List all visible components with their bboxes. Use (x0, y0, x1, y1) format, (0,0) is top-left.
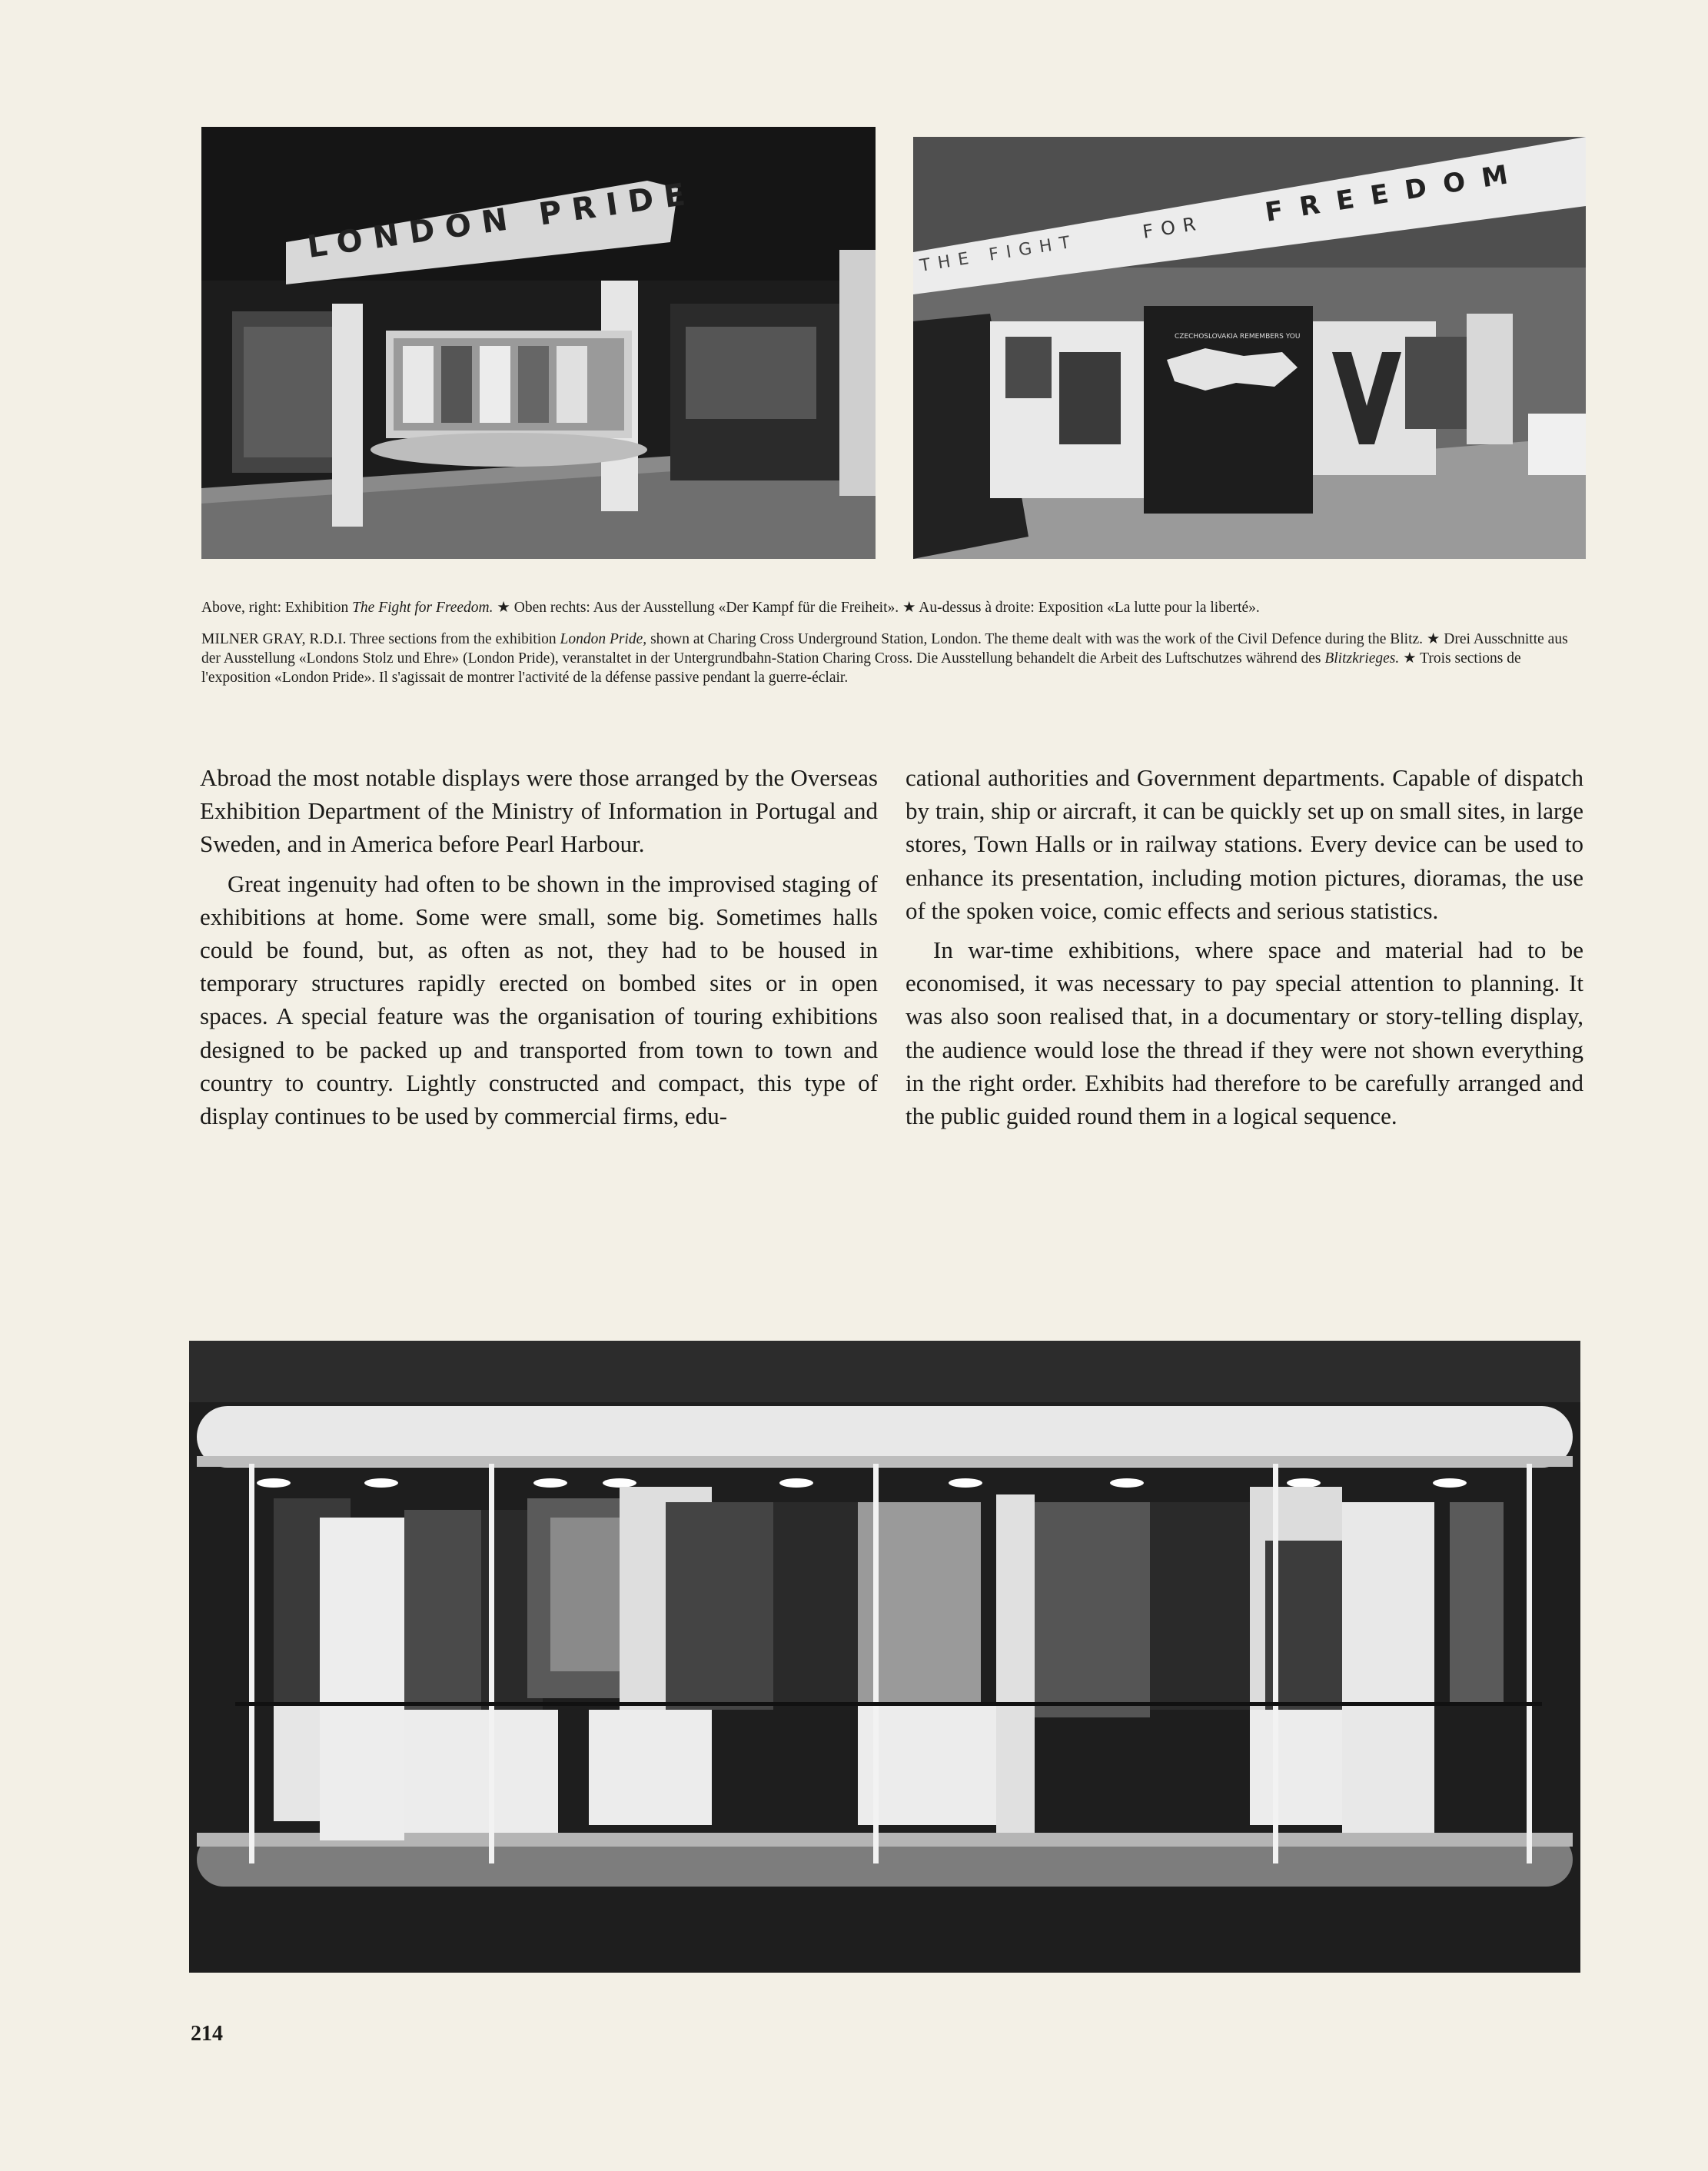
caption-above-translations: ★ Oben rechts: Aus der Ausstellung «Der Kampf für die Freiheit». ★ Au-dessus à droite: Exposition «La lutte pour la liberté». (493, 600, 1260, 616)
caption-main-title: London Pride, (560, 631, 647, 647)
caption-main-french: ★ Trois sections de l'exposition «London Pride». Il s'agissait de montrer l'activité de la défense passive pendant la guerre-éclair. (201, 650, 1521, 686)
caption-main-body: shown at Charing Cross Underground Station, London. The theme dealt with was the work of the Civil Defence during the Blitz. ★ Drei Ausschnitte aus der Ausstellung «Londons Stolz und Ehre» (London Pride), veranstaltet in der Untergrundbahn-Station Charing Cross. Die Ausstellung behandelt die Arbeit des Luftschutzes während des (201, 631, 1568, 667)
caption-main-prefix: MILNER GRAY, R.D.I. Three sections from the exhibition (201, 631, 560, 647)
caption-above-right (201, 598, 1585, 617)
caption-main-blitz: Blitzkrieges. (1324, 650, 1400, 667)
caption-main (201, 630, 1585, 687)
fight-sign-right: FREEDOM (1263, 157, 1527, 228)
london-pride-photo (201, 127, 876, 559)
body-paragraph: Abroad the most notable displays were those arranged by the Overseas Exhibition Department of the Ministry of Information in Portugal and Sweden, and in America before Pearl Harbour. (200, 764, 878, 858)
map-label: CZECHOSLOVAKIA REMEMBERS YOU (1175, 333, 1301, 341)
page-number: 214 (191, 2022, 223, 2046)
fight-sign-left: THE FIGHT (919, 231, 1079, 276)
body-paragraph: In war-time exhibitions, where space and material had to be economised, it was necessary to pay special attention to planning. It was also soon realised that, in a documentary or story-telling display, the audience would lose the thread if they were not shown everything in the right order. Exhibits had therefore to be carefully arranged and the public guided round them in a logical sequence. (906, 936, 1583, 1130)
london-pride-booth-photo (189, 1341, 1580, 1973)
body-paragraph: Great ingenuity had often to be shown in the improvised staging of exhibitions at home. Some were small, some big. Sometimes halls could be found, but, as often as not, they had to be housed in temporary structures rapidly erected on bombed sites or in open spaces. A special feature was the organisation of touring exhibitions designed to be packed up and transported from town to town and country to country. Lightly constructed and compact, this type of display continues to be used by commercial firms, edu- (200, 869, 878, 1130)
caption-above-title: The Fight for Freedom. (352, 600, 493, 616)
caption-above-prefix: Above, right: Exhibition (201, 600, 353, 616)
fight-sign-mid: FOR (1141, 211, 1205, 243)
body-column-right (906, 761, 1583, 1132)
body-column-left (200, 761, 878, 1132)
body-paragraph: cational authorities and Government departments. Capable of dispatch by train, ship or aircraft, it can be quickly set up on small sites, in large stores, Town Halls or in railway stations. Every device can be used to enhance its presentation, including motion pictures, dioramas, the use of the spoken voice, comic effects and serious statistics. (906, 764, 1583, 924)
london-pride-sign: LONDON PRIDE (304, 175, 699, 265)
fight-for-freedom-photo (913, 137, 1586, 559)
